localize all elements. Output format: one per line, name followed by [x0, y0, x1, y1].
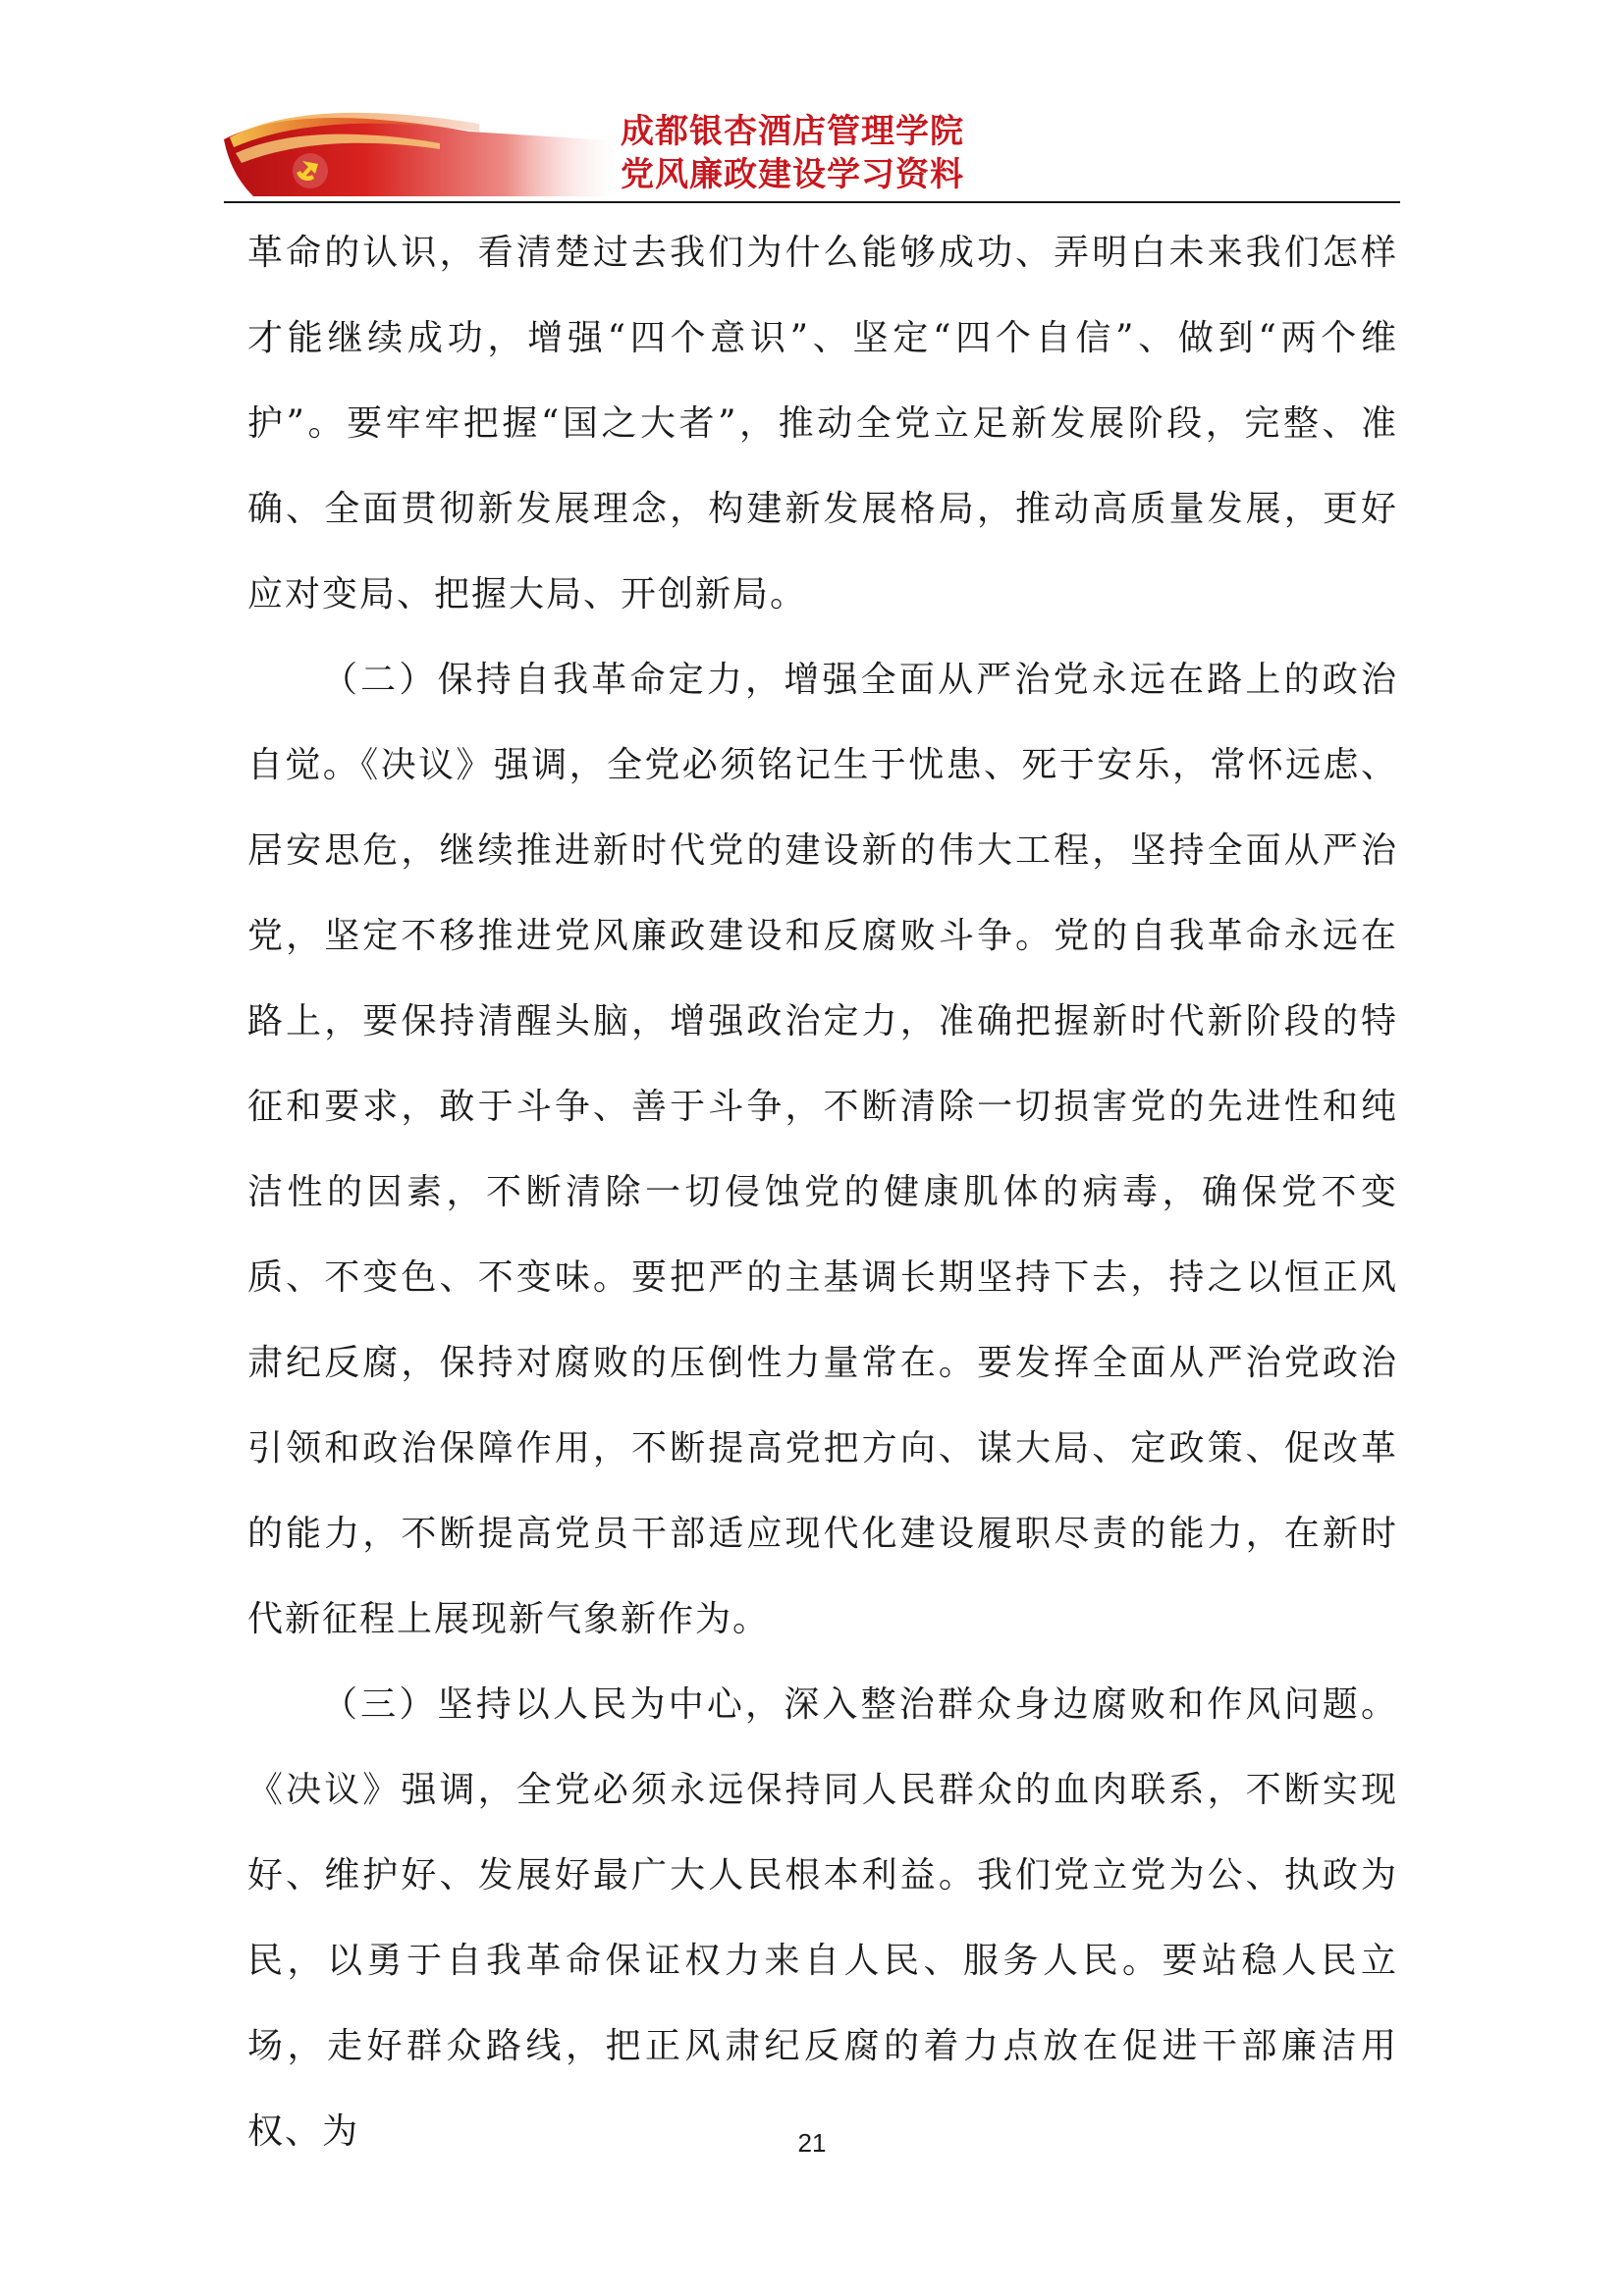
document-header	[224, 98, 1400, 200]
header-title-line-2: 党风廉政建设学习资料	[621, 155, 964, 194]
paragraph-continuation: 革命的认识，看清楚过去我们为什么能够成功、弄明白未来我们怎样才能继续成功，增强“四个意识”、坚定“四个自信”、做到“两个维护”。要牢牢把握“国之大者”，推动全党立足新发展阶段，完整、准确、全面贯彻新发展理念，构建新发展格局，推动高质量发展，更好应对变局、把握大局、开创新局。	[247, 233, 1398, 614]
document-body	[247, 210, 1398, 2174]
page-number: 21	[797, 2128, 827, 2158]
paragraph-section-2: （二）保持自我革命定力，增强全面从严治党永远在路上的政治自觉。《决议》强调，全党必须铭记生于忧患、死于安乐，常怀远虑、居安思危，继续推进新时代党的建设新的伟大工程，坚持全面从严治党，坚定不移推进党风廉政建设和反腐败斗争。党的自我革命永远在路上，要保持清醒头脑，增强政治定力，准确把握新时代新阶段的特征和要求，敢于斗争、善于斗争，不断清除一切损害党的先进性和纯洁性的因素，不断清除一切侵蚀党的健康肌体的病毒，确保党不变质、不变色、不变味。要把严的主基调长期坚持下去，持之以恒正风肃纪反腐，保持对腐败的压倒性力量常在。要发挥全面从严治党政治引领和政治保障作用，不断提高党把方向、谋大局、定政策、促改革的能力，不断提高党员干部适应现代化建设履职尽责的能力，在新时代新征程上展现新气象新作为。	[247, 660, 1398, 1639]
header-divider	[224, 201, 1400, 203]
header-title-line-1: 成都银杏酒店管理学院	[621, 112, 964, 151]
header-title	[621, 110, 964, 196]
paragraph-section-3: （三）坚持以人民为中心，深入整治群众身边腐败和作风问题。《决议》强调，全党必须永远保持同人民群众的血肉联系，不断实现好、维护好、发展好最广大人民根本利益。我们党立党为公、执政为民，以勇于自我革命保证权力来自人民、服务人民。要站稳人民立场，走好群众路线，把正风肃纪反腐的着力点放在促进干部廉洁用权、为	[247, 1684, 1398, 2152]
party-emblem-banner-icon	[224, 98, 626, 200]
